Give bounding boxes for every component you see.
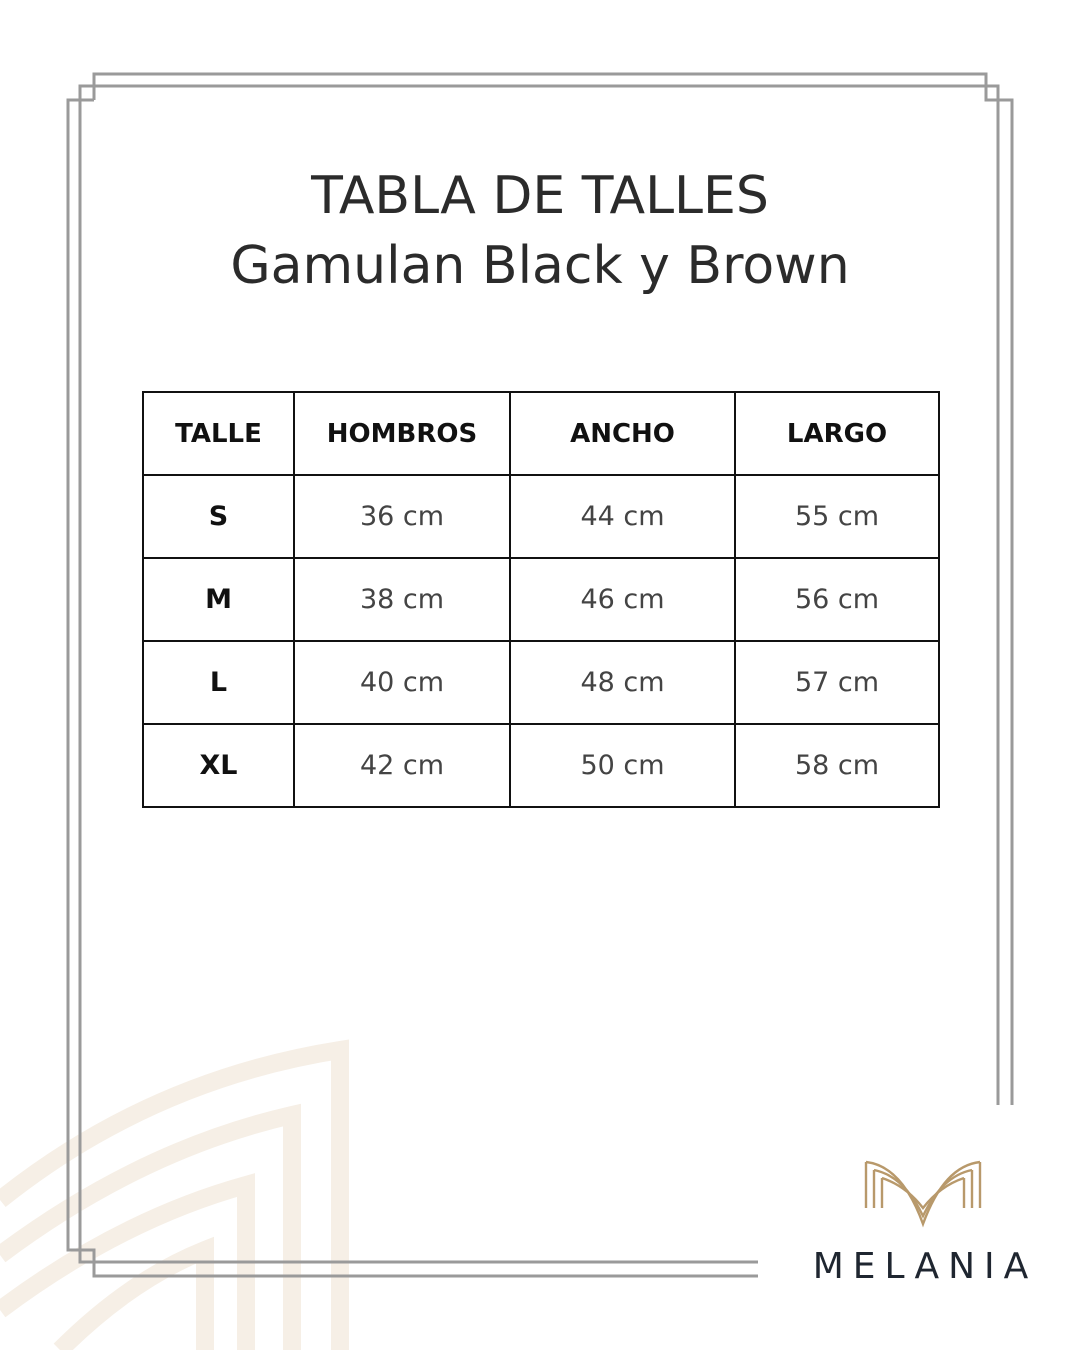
hombros-value: 36 cm bbox=[294, 475, 510, 558]
hombros-value: 38 cm bbox=[294, 558, 510, 641]
column-header-talle: TALLE bbox=[143, 392, 294, 475]
ancho-value: 50 cm bbox=[510, 724, 735, 807]
table-row bbox=[143, 475, 939, 558]
largo-value: 57 cm bbox=[735, 641, 939, 724]
ancho-value: 44 cm bbox=[510, 475, 735, 558]
largo-value: 58 cm bbox=[735, 724, 939, 807]
size-table bbox=[142, 391, 940, 808]
hombros-value: 42 cm bbox=[294, 724, 510, 807]
size-label: XL bbox=[143, 724, 294, 807]
brand-name: MELANIA bbox=[812, 1246, 1038, 1287]
size-label: M bbox=[143, 558, 294, 641]
largo-value: 56 cm bbox=[735, 558, 939, 641]
size-label: L bbox=[143, 641, 294, 724]
m-monogram-icon bbox=[862, 1158, 984, 1230]
table-row bbox=[143, 724, 939, 807]
size-label: S bbox=[143, 475, 294, 558]
brand-logo bbox=[800, 1158, 1050, 1288]
column-header-hombros: HOMBROS bbox=[294, 392, 510, 475]
table-row bbox=[143, 558, 939, 641]
ancho-value: 48 cm bbox=[510, 641, 735, 724]
hombros-value: 40 cm bbox=[294, 641, 510, 724]
ancho-value: 46 cm bbox=[510, 558, 735, 641]
largo-value: 55 cm bbox=[735, 475, 939, 558]
page-subtitle: Gamulan Black y Brown bbox=[230, 236, 850, 296]
table-header-row bbox=[143, 392, 939, 475]
table-row bbox=[143, 641, 939, 724]
column-header-largo: LARGO bbox=[735, 392, 939, 475]
page-title: TABLA DE TALLES bbox=[311, 166, 769, 226]
column-header-ancho: ANCHO bbox=[510, 392, 735, 475]
